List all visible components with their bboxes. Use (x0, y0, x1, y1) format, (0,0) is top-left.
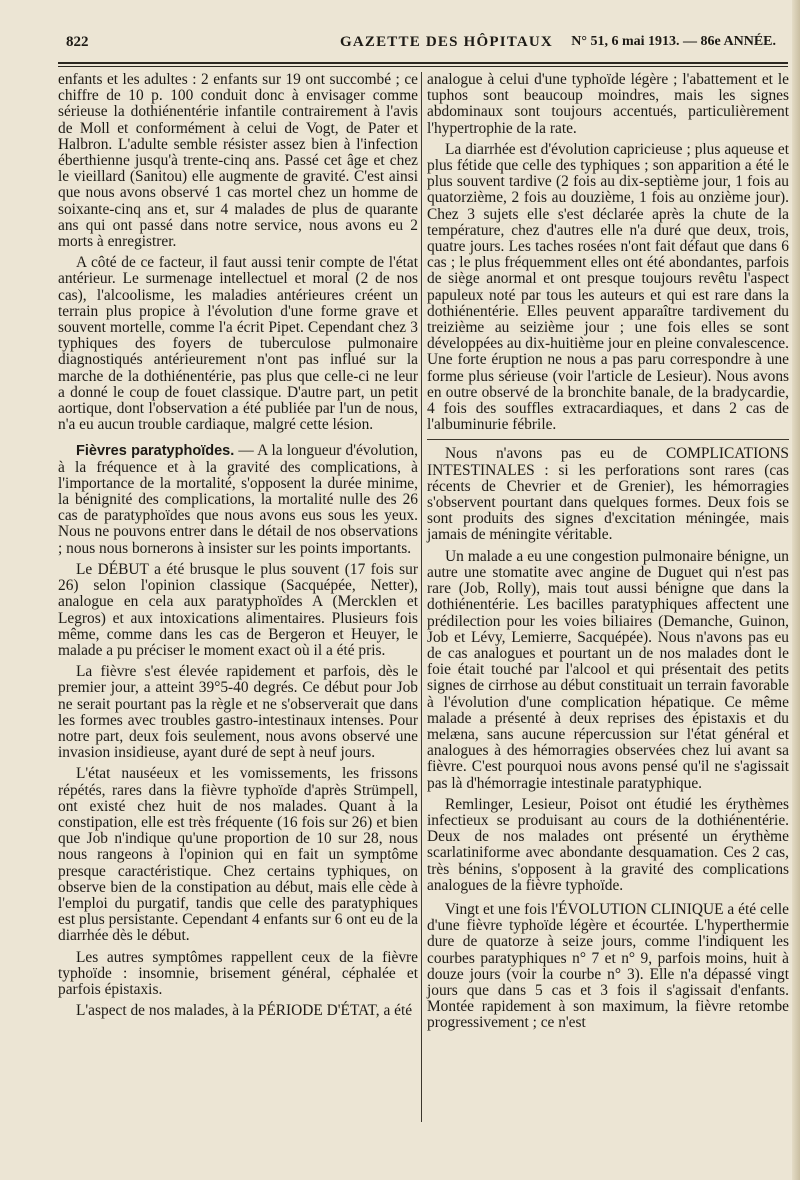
section-text: — A la longueur d'évolution, à la fréquence et à la gravité des complications, à l'importance de la mortalité, s'opposent la durée minime, la bénignité des complications, la mortalité nulle des 26 cas de paratyphoïdes que nous avons eus sous les yeux. Nous ne pouvons entrer dans le détail de nos observations ; nous nous bornerons à insister sur les points importants. (58, 442, 419, 557)
paragraph: Nous n'avons pas eu de COMPLICATIONS INTESTINALES : si les perforations sont rares (cas récents de Chevrier et de Grenier), les hémorragies s'observent pourtant dans quelques formes. Deux fois se sont produits des signes d'excitation méningée, mais jamais de méningite véritable. (427, 439, 789, 543)
paragraph: La fièvre s'est élevée rapidement et parfois, dès le premier jour, a atteint 39°5-40 degrés. Ce début pour Job ne serait pourtant pas la règle et ne s'observerait que dans les formes avec troubles gastro-intestinaux intenses. Pour notre part, deux fois seulement, nous avons observé une invasion insidieuse, ayant duré de sept à neuf jours. (58, 663, 418, 762)
right-column (427, 72, 789, 1032)
section-title: Fièvres paratyphoïdes. (76, 443, 235, 460)
header-rule (58, 62, 788, 64)
paragraph: L'aspect de nos malades, à la PÉRIODE D'ÉTAT, a été (76, 1002, 413, 1020)
paragraph: analogue à celui d'une typhoïde légère ; l'abattement et le tuphos sont beaucoup moindres, mais les signes abdominaux sont toujours accentués, particulièrement l'hypertrophie de la rate. (427, 71, 789, 137)
page-edge (792, 0, 800, 1180)
section-paragraph (58, 443, 418, 556)
issue-info: N° 51, 6 mai 1913. — 86e ANNÉE. (571, 34, 776, 49)
paragraph: Un malade a eu une congestion pulmonaire bénigne, un autre une stomatite avec angine de Duguet qui n'est pas rare (Job, Rolly), mais tout aussi bénigne que dans la dothiénentérie. Les bacilles paratyphiques affectent une prédilection pour les voies biliaires (Demanche, Guinon, Job et Lévy, Lemierre, Sacquépée). Nous n'avons pas eu de cas analogues et pourtant un de nos malades dont le foie était touché par l'alcool et qui présentait des petits signes de cirrhose au début constituait un terrain favorable à l'évolution d'une complication hépatique. Ce même malade a présenté à deux reprises des épistaxis et du melæna, sans aucune répercussion sur l'état général et analogues à des hémorragies observées chez lui avant sa fièvre. C'est pourquoi nous avons pensé qu'il ne s'agissait pas là d'hémorragie intestinale paratyphique. (427, 547, 789, 792)
paragraph: L'état nauséeux et les vomissements, les frissons répétés, rares dans la fièvre typhoïde d'après Strümpell, ont existé chez huit de nos malades. Quant à la constipation, elle est très fréquente (16 fois sur 26) et bien que Job n'indique qu'une proportion de 10 sur 28, nous nous rangeons à l'opinion qui en fait un symptôme presque caractéristique. Chez certains typhiques, on observe bien de la constipation au début, mais elle cède à l'emploi du purgatif, tandis que celle des paratyphiques est plus persistante. Cependant 4 enfants sur 6 ont eu de la diarrhée dès le début. (58, 765, 418, 945)
journal-title: GAZETTE DES HÔPITAUX (340, 34, 553, 50)
paragraph: La diarrhée est d'évolution capricieuse ; plus aqueuse et plus fétide que celle des typhiques ; son apparition a été le plus souvent tardive (2 fois au dix-septième jour, 1 fois au quatorzième, 2 fois au douzième, 1 fois au onzième jour). Chez 3 sujets elle s'est déclarée après la chute de la température, chez d'autres elle n'a duré que deux, trois, quatre jours. Les taches rosées n'ont fait défaut que dans 6 cas ; le plus fréquemment elles ont été abondantes, parfois de siège anormal et ont presque toujours revêtu l'aspect papuleux noté par tous les auteurs et qui est rare dans la dothiénentérie. Elles peuvent apparaître tardivement du treizième au seizième jour ; une fois elles se sont développées au dix-huitième jour en pleine convalescence. Une forte éruption ne nous a pas paru correspondre à une forme plus sérieuse (voir l'article de Lesieur). Nous avons en outre observé de la bronchite banale, de la bradycardie, 4 fois des souffles extracardiaques, et dans 2 cas de l'albuminurie fébrile. (427, 140, 789, 434)
paragraph: Vingt et une fois l'ÉVOLUTION CLINIQUE a été celle d'une fièvre typhoïde légère et écourtée. L'hyperthermie dure de quatorze à seize jours, comme l'indiquent les courbes paratyphiques n° 7 et n° 9, parfois moins, huit à douze jours (voir la courbe n° 3). Elle n'a dépassé vingt jours que dans 5 cas et 3 fois il s'agissait d'enfants. Montée rapidement à son maximum, la fièvre retombe progressivement ; ce n'est (427, 900, 789, 1032)
paragraph: Les autres symptômes rappellent ceux de la fièvre typhoïde : insomnie, brisement général, céphalée et parfois épistaxis. (58, 948, 418, 998)
left-column (58, 72, 418, 1019)
paragraph: enfants et les adultes : 2 enfants sur 19 ont succombé ; ce chiffre de 10 p. 100 conduit donc à envisager comme sérieuse la dothiénentérie infantile contrairement à l'avis de Moll et conformément à celui de Vogt, de Pater et Halbron. L'adulte semble résister assez bien à l'infection éberthienne jusqu'à trente-cinq ans. Passé cet âge et chez le vieillard (Sanitou) elle augmente de gravité. C'est ainsi que nous avons observé 1 cas mortel chez un homme de soixante-cinq ans et, sur 4 malades de plus de quarante ans qui ont passé dans notre service, nous avons eu 2 morts à enregistrer. (58, 71, 418, 251)
paragraph: Remlinger, Lesieur, Poisot ont étudié les érythèmes infectieux se produisant au cours de la dothiénentérie. Deux de nos malades ont présenté un érythème scarlatiniforme avec abondante desquamation. Ces 2 cas, très bénins, s'opposent à la gravité des complications analogues de la fièvre typhoïde. (427, 795, 789, 894)
paragraph: A côté de ce facteur, il faut aussi tenir compte de l'état antérieur. Le surmenage intellectuel et moral (2 de nos cas), l'alcoolisme, les maladies antérieures créent un terrain plus propice à l'évolution d'une forme grave et souvent mortelle, comme l'a écrit Pipet. Cependant chez 3 typhiques des foyers de tuberculose pulmonaire diagnostiqués antérieurement n'ont pas influé sur la marche de la dothiénentérie, pas plus que celle-ci ne leur a donné le coup de fouet classique. D'autre part, un petit aortique, dont l'observation a été publiée par l'un de nous, n'a eu aucun trouble cardiaque, malgré cette lésion. (58, 254, 418, 434)
page-header (60, 34, 786, 58)
page-number: 822 (66, 34, 89, 50)
column-rule (421, 72, 422, 1122)
header-rule-thin (58, 66, 788, 67)
paragraph: Le DÉBUT a été brusque le plus souvent (17 fois sur 26) selon l'opinion classique (Sacquépée, Netter), analogue en cela aux paratyphoïdes A (Mercklen et Legros) et aux intoxications alimentaires. Plusieurs fois même, comme dans les cas de Bergeron et Heuyer, le malade a pu préciser le moment exact où il a été pris. (58, 560, 418, 659)
